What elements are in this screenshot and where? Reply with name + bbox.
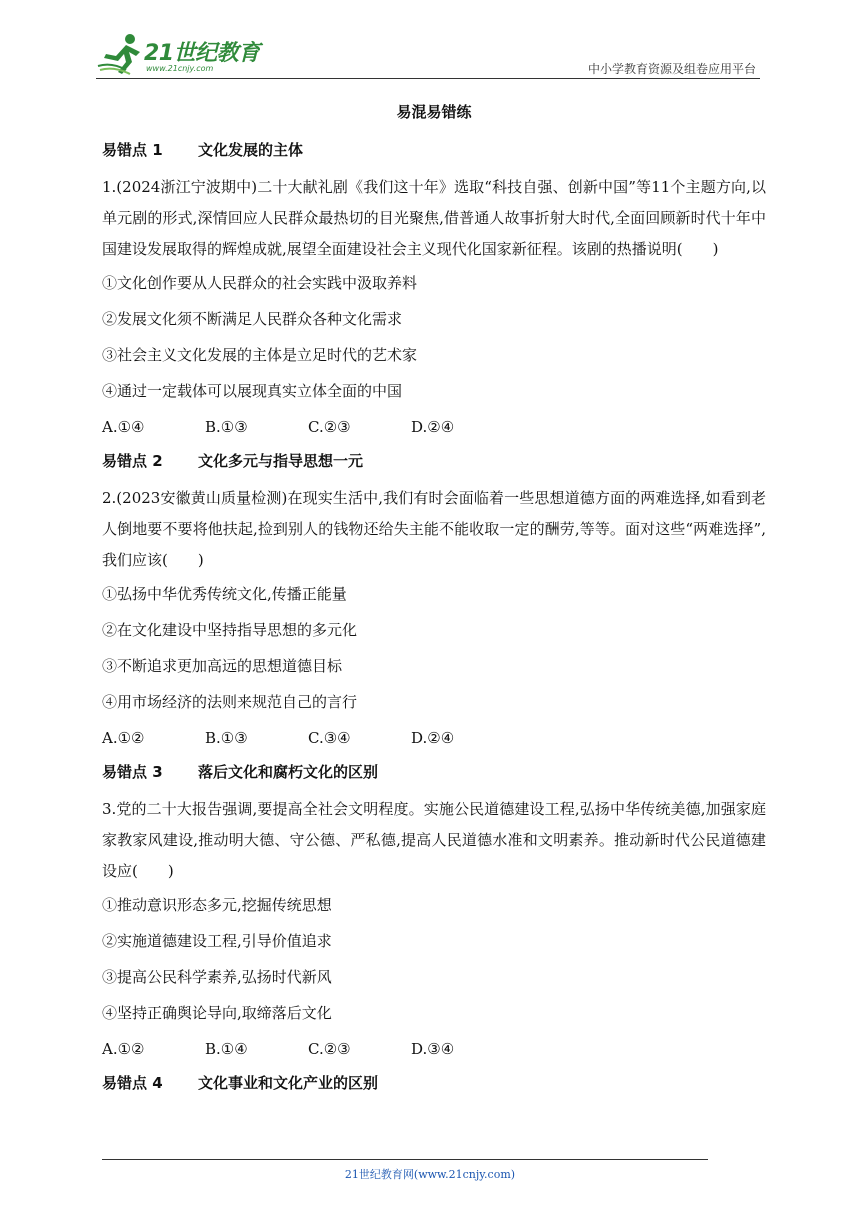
logo-url: www.21cnjy.com xyxy=(146,64,214,73)
choice-c[interactable]: C.②③ xyxy=(308,1040,351,1058)
statement-option: ④坚持正确舆论导向,取缔落后文化 xyxy=(102,1004,332,1022)
document-body xyxy=(102,100,766,1105)
section-name: 文化事业和文化产业的区别 xyxy=(198,1074,379,1092)
statement-option: ③社会主义文化发展的主体是立足时代的艺术家 xyxy=(102,346,418,364)
answer-choices xyxy=(102,1031,766,1067)
statement-option: ①推动意识形态多元,挖掘传统思想 xyxy=(102,896,332,914)
statement-option: ②在文化建设中坚持指导思想的多元化 xyxy=(102,621,358,639)
footer-divider xyxy=(102,1159,708,1160)
section-name: 文化发展的主体 xyxy=(198,141,304,159)
choice-d[interactable]: D.③④ xyxy=(411,1040,455,1058)
section-heading xyxy=(102,760,766,784)
answer-choices xyxy=(102,720,766,756)
section-number: 易错点 2 xyxy=(102,452,163,470)
statement-option: ①弘扬中华优秀传统文化,传播正能量 xyxy=(102,585,347,603)
section-heading xyxy=(102,138,766,162)
site-logo[interactable] xyxy=(96,30,266,78)
section-heading xyxy=(102,1071,766,1095)
choice-a[interactable]: A.①④ xyxy=(102,418,145,436)
footer-link[interactable]: 21世纪教育网(www.21cnjy.com) xyxy=(344,1168,516,1181)
statement-option: ①文化创作要从人民群众的社会实践中汲取养料 xyxy=(102,274,418,292)
statement-option: ②发展文化须不断满足人民群众各种文化需求 xyxy=(102,310,403,328)
section-number: 易错点 3 xyxy=(102,763,163,781)
question-stem: 3.党的二十大报告强调,要提高全社会文明程度。实施公民道德建设工程,弘扬中华传统美德,加强家庭家教家风建设,推动明大德、守公德、严私德,提高人民道德水准和文明素养。推动新时代公民道德建设应( ) xyxy=(102,800,766,880)
page-title: 易混易错练 xyxy=(396,103,472,121)
choice-c[interactable]: C.③④ xyxy=(308,729,351,747)
section-number: 易错点 1 xyxy=(102,141,163,159)
runner-icon xyxy=(96,32,146,78)
choice-d[interactable]: D.②④ xyxy=(411,729,455,747)
choice-c[interactable]: C.②③ xyxy=(308,418,351,436)
question-stem: 1.(2024浙江宁波期中)二十大献礼剧《我们这十年》选取“科技自强、创新中国”等11个主题方向,以单元剧的形式,深情回应人民群众最热切的目光聚焦,借普通人故事折射大时代,全面回顾新时代十年中国建设发展取得的辉煌成就,展望全面建设社会主义现代化国家新征程。该剧的热播说明( ) xyxy=(102,178,766,258)
choice-d[interactable]: D.②④ xyxy=(411,418,455,436)
section-name: 文化多元与指导思想一元 xyxy=(198,452,364,470)
answer-choices xyxy=(102,409,766,445)
section-number: 易错点 4 xyxy=(102,1074,163,1092)
section-heading xyxy=(102,449,766,473)
choice-a[interactable]: A.①② xyxy=(102,1040,145,1058)
question-stem: 2.(2023安徽黄山质量检测)在现实生活中,我们有时会面临着一些思想道德方面的两难选择,如看到老人倒地要不要将他扶起,捡到别人的钱物还给失主能不能收取一定的酬劳,等等。面对这些“两难选择”,我们应该( ) xyxy=(102,489,766,569)
choice-b[interactable]: B.①③ xyxy=(205,729,248,747)
choice-b[interactable]: B.①③ xyxy=(205,418,248,436)
header-tagline: 中小学教育资源及组卷应用平台 xyxy=(587,62,756,76)
statement-option: ③提高公民科学素养,弘扬时代新风 xyxy=(102,968,332,986)
statement-option: ④用市场经济的法则来规范自己的言行 xyxy=(102,693,358,711)
statement-option: ③不断追求更加高远的思想道德目标 xyxy=(102,657,343,675)
page-header xyxy=(96,30,760,80)
statement-option: ②实施道德建设工程,引导价值追求 xyxy=(102,932,332,950)
statement-option: ④通过一定载体可以展现真实立体全面的中国 xyxy=(102,382,403,400)
header-divider xyxy=(96,78,760,79)
choice-a[interactable]: A.①② xyxy=(102,729,145,747)
section-name: 落后文化和腐朽文化的区别 xyxy=(198,763,379,781)
logo-brand: 21世纪教育 xyxy=(144,41,260,66)
choice-b[interactable]: B.①④ xyxy=(205,1040,248,1058)
